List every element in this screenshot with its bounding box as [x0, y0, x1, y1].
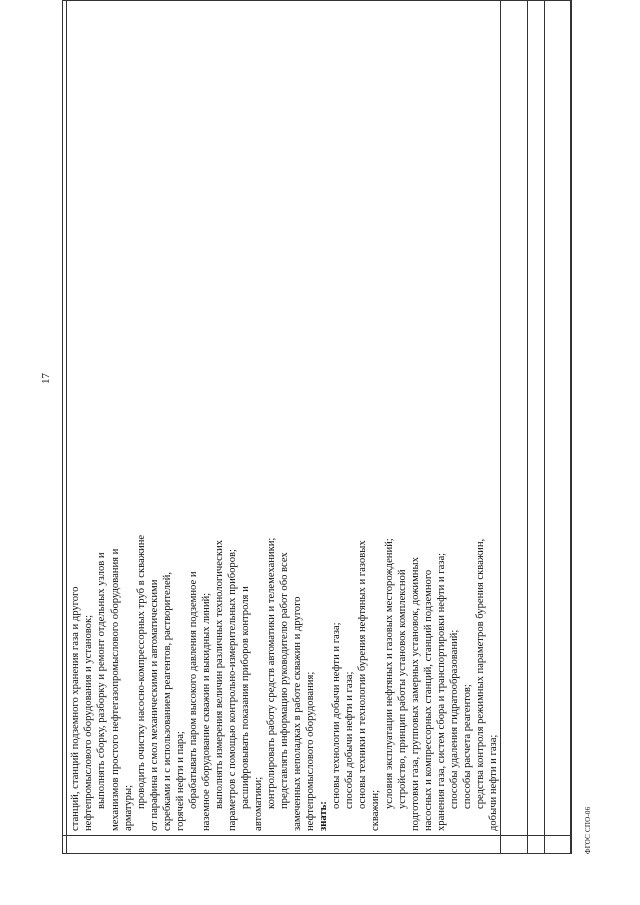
content-line: подготовки газа, групповых замерных установок, дожимных	[409, 557, 421, 831]
table-cell	[545, 835, 570, 853]
page-number: 17	[40, 373, 52, 384]
content-line: основы техники и технологии бурения нефтяных и газовых	[357, 540, 369, 809]
content-cell	[67, 1, 500, 835]
content-line: расшифровывать показания приборов контроля и	[239, 586, 251, 809]
table-cell	[67, 835, 500, 853]
content-line: проводить очистку насосно-компрессорных труб в скважине	[135, 534, 147, 809]
table-cell	[545, 1, 570, 835]
content-line: знать:	[318, 801, 330, 831]
table-cell	[63, 835, 66, 853]
table-row	[528, 1, 545, 853]
content-line: устройство, принцип работы установок комплексной	[396, 569, 408, 809]
content-line: хранения газа, систем сбора и транспортировки нефти и газа;	[435, 552, 447, 831]
table-row	[545, 1, 571, 853]
content-line: контролировать работу средств автоматики и телемеханики;	[266, 537, 278, 809]
content-line: параметров с помощью контрольно-измерительных приборов;	[226, 549, 238, 831]
content-line: станций, станций подземного хранения газа и другого	[70, 586, 82, 831]
content-line: добычи нефти и газа;	[487, 734, 499, 831]
footer-code: ФГОС СПО-06	[584, 806, 592, 854]
content-line: условия эксплуатации нефтяных и газовых месторождений;	[383, 538, 395, 809]
content-line: горячей нефти и пара;	[174, 731, 186, 831]
content-line: наземное оборудование скважин и выкидных линий;	[200, 592, 212, 831]
content-line: выполнять сборку, разборку и ремонт отдельных узлов и	[96, 552, 108, 809]
content-line: представлять информацию руководителю работ обо всех	[279, 552, 291, 809]
content-line: скребками и с использованием реагентов, растворителей,	[161, 572, 173, 831]
content-line: способы добычи нефти и газа;	[344, 671, 356, 809]
table-cell	[528, 1, 544, 835]
rotated-page	[40, 0, 592, 854]
competency-table	[62, 0, 572, 854]
content-line: замеченных неполадках в работе скважин и другого	[292, 596, 304, 831]
content-line: нефтепромыслового оборудования;	[305, 671, 317, 831]
table-row-content	[67, 1, 501, 853]
content-line: способы расчета реагентов;	[461, 684, 473, 809]
content-line: от парафина и смол механическими и автоматическими	[148, 579, 160, 831]
content-line: механизмов простого нефтегазопромыслового оборудования и	[109, 548, 121, 831]
content-line: арматуры;	[122, 784, 134, 831]
content-line: скважин;	[370, 789, 382, 831]
content-line: нефтепромыслового оборудования и установок;	[83, 614, 95, 831]
content-line: автоматики;	[253, 776, 265, 831]
table-row	[501, 1, 528, 853]
content-line: обрабатывать паром высокого давления подземное и	[187, 571, 199, 809]
content-line: средства контроля режимных параметров бурения скважин,	[474, 538, 486, 809]
content-line: выполнять измерения величин различных технологических	[213, 540, 225, 809]
table-cell	[528, 835, 544, 853]
content-line: основы технологии добычи нефти и газа;	[331, 622, 343, 809]
table-cell	[501, 835, 527, 853]
table-cell	[63, 1, 66, 835]
table-cell	[501, 1, 527, 835]
content-line: способы удаления гидратообразований;	[448, 629, 460, 809]
content-line: насосных и компрессорных станций, станций подземного	[422, 569, 434, 831]
